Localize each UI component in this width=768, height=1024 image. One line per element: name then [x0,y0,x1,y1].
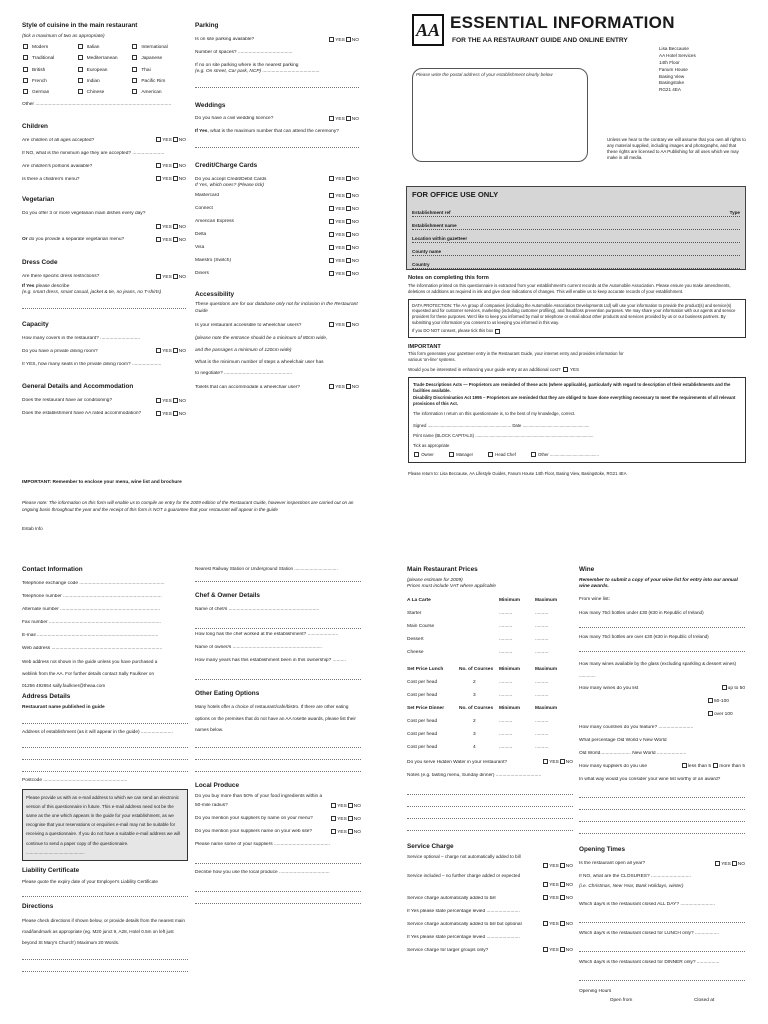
cards-title: Credit/Charge Cards [195,161,258,169]
contact-field[interactable]: Alternate number ........................................................................... [22,606,161,612]
yes-no-checkbox[interactable]: YES NO [330,816,361,823]
wine-q8: In what way would you consider your wine list worthy of an award? [579,776,721,782]
open-q5[interactable]: Which day/s is the restaurant closed for DINNER only? ................. [579,959,720,965]
vegetarian-title: Vegetarian [22,196,55,204]
contact-title: Contact Information [22,566,83,573]
cards-q1b: If Yes, which ones? (Please tick) [195,183,264,189]
weddings-q2: If Yes, what is the maximum number that can attend the ceremony? [195,129,339,135]
yes-no-checkbox[interactable]: YES NO [155,224,186,231]
access-q1: Is your restaurant accessible to wheelchair users? [195,322,302,328]
cuisine-option[interactable]: American [131,89,186,96]
yes-no-checkbox[interactable]: YES NO [330,829,361,836]
yes-no-checkbox[interactable]: YES NO [328,219,359,226]
children-title: Children [22,122,48,130]
yes-no-checkbox[interactable]: YES NO [328,37,359,44]
office-title: FOR OFFICE USE ONLY [412,190,499,199]
dress-answer-line[interactable] [22,297,186,309]
alacarte-row[interactable]: Starter .......... .......... [407,610,549,616]
capacity-q2: Do you have a private dining room? [22,348,98,354]
lunch-header: Set Price Lunch No. of Courses Minimum Maximum [407,666,558,672]
access-sub: These questions are for our database only not for inclusion in the Restaurant Guide [195,302,358,314]
restaurant-name-label: Restaurant name published in guide [22,705,105,711]
address-line[interactable] [22,748,188,760]
capacity-q3[interactable]: If YES, how many seats in the private dining room? ...................... [22,361,162,367]
yes-no-checkbox[interactable]: YES NO [542,882,573,889]
important-title: IMPORTANT [408,343,441,350]
role-option[interactable]: Manager [448,452,473,458]
important-enclose: IMPORTANT: Remember to enclose your menu, wine list and brochure [22,480,182,485]
local-q1b: 50-mile radius? [195,803,228,809]
suppliers-line[interactable] [195,852,361,864]
opening-hours-label: Opening Hours [579,988,612,994]
owner-names[interactable]: Name of owner/s ................................................................... [195,645,322,651]
access-title: Accessibility [195,290,235,298]
cuisine-option[interactable]: Traditional [22,55,77,62]
contact-field[interactable]: E-mail ........................................................................................... [22,632,159,638]
contact-line: 14th Floor [659,59,680,65]
open-q1: Is the restaurant open all year? [579,861,646,867]
wine-q5[interactable]: How many countries do you feature? .......................... [579,724,694,730]
access-note1: (please note the entrance should be a minimum of 80cm wide, [195,336,328,342]
wine-q3[interactable]: How many wines available by the glass (excluding sparkling & dessert wines) ............. [579,661,737,679]
data-protection-box [408,299,746,338]
important-body: This form generates your gazetteer entry in the Restaurant Guide, your internet entry and provides information for various 'on-line' systems. [408,351,624,363]
wine-option-2[interactable]: 50-100 [707,698,745,705]
produce-line[interactable] [195,892,361,904]
col-bottom-wine [579,566,745,1005]
open-line[interactable] [579,940,745,952]
yes-no-checkbox[interactable]: YES NO [542,895,573,902]
yes-no-checkbox[interactable]: YES NO [328,245,359,252]
general-title: General Details and Accommodation [22,383,134,391]
notes-body: The information printed on this questionnaire is extracted from your establishment's current records at the Automobile Association. Please ensure you make amendments, deletions or additions as required in ink and give clear indications of changes. This will enable us to keep accurate records of your establishment. [408,282,731,294]
open-q2[interactable]: If NO, what are the CLOSURES? .............................. [579,874,691,880]
notes-line[interactable] [407,807,573,819]
email-note-box[interactable]: Please provide us with an e-mail address to which we can send an electronic version of this questionnaire in future. This e-mail address need not be the same as the one which appears in the guide for your establishment, as we recognise that your reservations or enquiries e-mail may not be suitable for receiving a questionnaire. If you do not have a suitable e-mail address we will continue to send a paper copy of the questionnaire. ............................................... [22,789,188,862]
access-q3: Toilets that can accommodate a wheelchair user? [195,384,301,390]
weddings-answer-line[interactable] [195,136,359,148]
cuisine-option[interactable]: Japanese [131,55,186,62]
contact-field[interactable]: Fax number .................................................................................... [22,619,161,625]
role-option[interactable]: Other ......................................... [530,452,599,458]
cuisine-subtitle: (tick a maximum of two as appropriate) [22,33,105,39]
opening-title: Opening Times [579,846,626,854]
open-line[interactable] [579,969,745,981]
chef-howlong[interactable]: How long has the chef worked at the establishment? ....................... [195,632,339,638]
cuisine-other[interactable]: Other ...................................................................................................... [22,102,172,108]
col-top-middle [195,22,359,394]
local-q2: Do you mention your suppliers by name on your menu? [195,816,313,822]
service-q4[interactable]: If Yes please state percentage levied ......................... [407,908,520,914]
yes-no-checkbox[interactable]: YES NO [330,803,361,810]
contact-field[interactable]: Web address ................................................................................... [22,645,163,651]
wine-q1-line[interactable] [579,616,745,628]
data-protection-optout[interactable]: If you DO NOT consent, please tick this box [412,328,742,334]
wine-award-line[interactable] [579,786,745,798]
wine-award-line[interactable] [579,822,745,834]
signed-line[interactable]: Signed ...................................................................... Date ........................................................ [413,423,590,429]
yes-no-checkbox[interactable]: YES NO [328,206,359,213]
cuisine-option[interactable]: British [22,67,77,74]
general-q2: Does the establishment have AA rated accommodation? [22,411,142,417]
yes-no-checkbox[interactable]: YES NO [328,271,359,278]
estab-info: Estab Info [22,526,43,531]
hours-header: Open from Closed at [609,998,715,1004]
dress-title: Dress Code [22,259,58,267]
contact-field[interactable]: Telephone number .......................................................................... [22,593,162,599]
address-label[interactable]: Address of establishment (as it will appear in the guide) ........................ [22,729,173,735]
hidden-water-q: Do you serve Hidden Water in your restaurant? [407,759,508,765]
role-option[interactable]: Head Chef [487,452,516,458]
yes-no-checkbox[interactable]: YES NO [542,947,573,954]
cuisine-option[interactable]: Thai [131,67,186,74]
dinner-row[interactable]: Cost per head 4 .......... .......... [407,744,549,750]
service-q7: Service charge for larger groups only? [407,947,489,953]
cuisine-options [22,44,186,96]
cuisine-option[interactable]: French [22,78,77,85]
children-q1: Are children of all ages accepted? [22,137,95,143]
parking-q1: Is on site parking available? [195,36,255,42]
ownership-line[interactable] [195,668,361,680]
role-option[interactable]: Owner [413,452,434,458]
local-q5[interactable]: Decribe how you use the local produce ...................................... [195,870,330,876]
card-type: Maestro (Switch) [195,258,231,264]
print-name-line[interactable]: Print name (BLOCK CAPITALS) ................................................................................................... [413,433,594,439]
wine-from: From wine list: [579,596,610,602]
lunch-row[interactable]: Cost per head 3 .......... .......... [407,692,549,698]
local-title: Local Produce [195,781,240,789]
parking-q2[interactable]: Number of spaces? ......................................... [195,49,293,55]
return-address [659,46,696,94]
notes-line[interactable] [407,819,573,831]
address-box[interactable] [412,68,588,162]
directions-text: Please check directions if shown below, or provide details from the nearest main road/landmark as appropriate (eg. M20 junct 9, A28, Hotel 0.5m on left just beyond St Mary's Church') Maximum 20 Words. [22,917,185,945]
wine-q4: How many wines do you list [579,685,639,691]
dinner-header: Set Price Dinner No. of Courses Minimum Maximum [407,705,558,711]
contact-field[interactable]: Telephone exchange code ................................................................ [22,580,165,586]
other-eating-text: Many hotels offer a choice of restaurant/cafe/bistro. If there are other eating options on the premises that do not have an AA rosette awards, please list their names below. [195,704,356,733]
weddings-q1: Do you have a civil wedding licence? [195,116,274,122]
wine-award-line[interactable] [579,810,745,822]
col-bottom-left [22,566,188,972]
supplier-options[interactable]: less than 5 more than 5 [681,763,745,770]
notes-section [408,275,746,477]
cuisine-option[interactable]: German [22,89,77,96]
weddings-title: Weddings [195,101,226,109]
children-q2[interactable]: If NO, what is the minimum age they are accepted? ........................ [22,150,165,156]
yes-no-checkbox[interactable]: YES NO [328,193,359,200]
access-q2b[interactable]: to negotiate? ................................................... [195,370,293,376]
open-q2-hint: (i.e. Christmas, New Year, Bank Holidays, winter) [579,883,684,889]
yes-no-checkbox[interactable]: YES NO [542,759,573,766]
parking-answer-line[interactable] [195,76,359,88]
wine-remember: Remember to submit a copy of your wine list for entry into our annual wine awards. [579,577,738,590]
cuisine-option[interactable]: European [77,67,132,74]
contact-line: Basingstoke [659,80,685,86]
wine-q2: How many 75cl bottles are over £30 (€30 in Republic of Ireland) [579,634,709,640]
yes-no-checkbox[interactable]: YES NO [155,137,186,144]
address-title: Address Details [22,693,71,701]
trade-descriptions-box [408,377,746,463]
wine-q7: How many suppliers do you use [579,763,647,769]
parking-q3: If no on site parking where is the nearest parking [195,62,299,68]
general-q1: Does the restaurant have air conditioning? [22,398,113,404]
card-type: Visa [195,245,205,251]
contact-line: Lisa Beccause [659,46,689,51]
prices-sub2: Prices must include VAT where applicable [407,584,496,590]
other-eating-title: Other Eating Options [195,689,260,697]
produce-line[interactable] [195,880,361,892]
liability-line[interactable] [22,885,188,897]
postcode-line[interactable]: Postcode ............................................................... [22,778,128,784]
contact-line: Fanum House [659,66,688,72]
col-bottom-middle [195,566,361,904]
yes-no-checkbox[interactable]: YES NO [155,411,186,418]
return-note: Please return to: Lisa Beccause, AA Lifestyle Guides, Fanum House 14th Floor, Basing View, Basingstoke, RG21 4EA [408,471,627,477]
service-title: Service Charge [407,842,454,850]
alacarte-header: A La Carte Minimum Maximum [407,597,558,603]
cuisine-option[interactable]: International [131,44,186,51]
yes-no-checkbox[interactable]: YES NO [328,116,359,123]
wine-option-3[interactable]: over 100 [707,711,745,718]
cuisine-option[interactable]: Italian [77,44,132,51]
vegetarian-q2: Or do you provide a separate vegetarian menu? [22,237,125,243]
page-title: ESSENTIAL INFORMATION [450,13,675,32]
service-q3: Service charge automatically added to bill [407,895,496,901]
yes-no-checkbox[interactable]: YES NO [155,274,186,281]
td-text-2: Disability Discrimination Act 1995 – Proprietors are reminded that they are obliged to have done everything necessary to meet the requirements of all relevant provisions of this Act. [413,394,736,406]
yes-no-checkbox[interactable]: YES NO [542,921,573,928]
open-line[interactable] [579,911,745,923]
yes-no-checkbox[interactable]: YES NO [328,384,359,391]
cards-q1: Do you accept Credit/Debit Cards [195,176,267,182]
directions-title: Directions [22,902,54,910]
open-q3[interactable]: Which day/s is the restaurant closed ALL DAY? .......................... [579,901,715,907]
contact-line: Basing View [659,73,685,79]
cuisine-option[interactable]: Chinese [77,89,132,96]
railway-line[interactable]: Nearest Railway Station or Underground Station .................................. [195,566,338,571]
dress-q2: If Yes please describe [22,283,70,289]
prices-title: Main Restaurant Prices [407,566,478,573]
card-type: American Express [195,219,234,225]
yes-no-checkbox[interactable]: YES NO [328,258,359,265]
restaurant-name-line[interactable] [22,712,188,724]
yes-no-checkbox[interactable]: YES NO [328,322,359,329]
service-q6[interactable]: If Yes please state percentage levied ......................... [407,934,520,940]
card-type: Mastercard [195,193,219,199]
wine-award-line[interactable] [579,798,745,810]
service-q5: Service charge automatically added to bill but optional [407,921,522,927]
office-row: Establishment ref Type [412,204,740,217]
td-text-1: Trade Descriptions Acts — Proprietors are reminded of these acts (where applicable), particularly with regard to description of their establishments and the facilities available. [413,382,731,394]
data-protection-text: DATA PROTECTION: The AA group of companies (including the Automobile Association Developments Ltd) will use your information to provide the product(s) and service(s) requested and for customer services, marketing (including customer profiling), and fraud/loss prevention purposes. We may share your information with our agents and service providers for these purposes. We'd like to keep you informed by mail or telephone or email about other products and services provided by us or our business partners. By submitting your information you consent to us keeping you informed in this way. [412,302,736,325]
web-note: Web address not shown in the guide unless you have purchased a weblink from the AA. For further details contact Sally Faulkner on 01256 492654 sally.faulkner@theaa.com [22,658,158,688]
notes-title: Notes on completing this form [408,275,489,281]
local-q3: Do you mention your suppliers name on your web site? [195,829,313,835]
yes-no-checkbox[interactable]: YES NO [155,237,186,244]
contact-line: RG21 4EA [659,87,681,93]
directions-line[interactable] [22,960,188,972]
alacarte-row[interactable]: Cheese .......... .......... [407,649,549,655]
capacity-title: Capacity [22,320,49,328]
access-q2: What is the minimum number of steps a wheelchair user has [195,360,324,366]
access-note2: and the passages a minimum of 120cm wide) [195,347,292,353]
directions-line[interactable] [22,948,188,960]
vegetarian-q1: Do you offer 3 or more vegetarian main dishes every day? [22,211,146,217]
aa-logo: AA [412,14,444,46]
railway-answer[interactable] [195,572,361,582]
address-line[interactable] [22,760,188,772]
parking-title: Parking [195,22,219,29]
card-type: Diners [195,271,209,277]
general-note: Please note: The information on this form will enable us to compile an entry for the 2009 edition of the Restaurant Guide, however inspections are carried out on an ongoing basis throughout the year and the receipt of this form is NOT a guarantee that your restaurant will appear in the guide [22,500,354,512]
open-q4[interactable]: Which day/s is the restaurant closed for LUNCH only? .................. [579,930,719,936]
alacarte-row[interactable]: Main Course .......... .......... [407,623,549,629]
hidden-water-notes[interactable]: Notes (e.g. tasting menu, Sunday dinner) .................................. [407,772,542,778]
chef-names-line[interactable] [195,617,361,629]
enhance-question[interactable]: Would you be interested in enhancing your guide entry at an additional cost? YES [408,367,579,373]
rights-note: Unless we hear to the contrary we will assume that you own all rights to any material supplied, including images and photographs, and that these rights are licensed to AA Publishing for all uses which we may make in all media. [607,137,746,161]
cards-list [195,190,359,281]
alacarte-row[interactable]: Dessert .......... .......... [407,636,549,642]
yes-no-checkbox[interactable]: YES NO [714,861,745,868]
local-q1: Do you buy more than 50% of your food ingredients within a [195,793,323,799]
card-type: Delta [195,232,207,238]
td-text-3: The information I return on this questionnaire is, to the best of my knowledge, correct. [413,411,576,417]
dinner-row[interactable]: Cost per head 2 .......... .......... [407,718,549,724]
yes-no-checkbox[interactable]: YES NO [328,232,359,239]
chef-names[interactable]: Name of chef/s .................................................................... [195,607,320,613]
address-line[interactable] [22,736,188,748]
wine-q6b[interactable]: Old World....................... New World ...................... [579,750,687,756]
office-use-box [406,186,746,270]
yes-no-checkbox[interactable]: YES NO [155,398,186,405]
ownership-years[interactable]: How many years has this establishment been in this ownership? .......... [195,658,346,664]
dinner-row[interactable]: Cost per head 3 .......... .......... [407,731,549,737]
price-table [407,595,573,755]
role-options [413,452,741,458]
wine-q1: How many 75cl bottles under £30 (€30 in Republic of Ireland) [579,610,704,616]
yes-no-checkbox[interactable]: YES NO [542,863,573,870]
cuisine-option[interactable]: Modern [22,44,77,51]
other-eating-line[interactable] [195,748,361,760]
lunch-row[interactable]: Cost per head 2 .......... .......... [407,679,549,685]
capacity-q1[interactable]: How many covers in the restaurant? .............................. [22,335,141,341]
yes-no-checkbox[interactable]: YES NO [155,163,186,170]
wine-option-1[interactable]: up to 50 [721,685,745,692]
local-q4[interactable]: Please name some of your suppliers .......................................... [195,842,330,848]
service-q1: Service optional – charge not automatically added to bill [407,854,521,860]
cuisine-option[interactable]: Mediterranean [77,55,132,62]
prices-sub1: (please estimate for 2009) [407,577,463,583]
office-row: Establishment name [412,217,740,230]
wine-q2-line[interactable] [579,640,745,652]
yes-no-checkbox[interactable]: YES NO [155,176,186,183]
office-row: County name [412,243,740,256]
cuisine-option[interactable]: Pacific Rim [131,78,186,85]
cuisine-title: Style of cuisine in the main restaurant [22,22,138,29]
children-q3: Are children's portions available? [22,163,93,169]
yes-no-checkbox[interactable]: YES NO [328,176,359,183]
col-top-left [22,22,186,421]
office-row: Location within gazetteer [412,230,740,243]
col-bottom-prices [407,566,573,958]
yes-no-checkbox[interactable]: YES NO [155,348,186,355]
page-subtitle: FOR THE AA RESTAURANT GUIDE AND ONLINE ENTRY [452,37,628,44]
liability-text: Please quote the expiry date of your Employer's Liability Certificate [22,878,158,884]
chef-title: Chef & Owner Details [195,592,260,600]
notes-line[interactable] [407,783,573,795]
wine-q6: What percentage Old World v New World [579,737,667,743]
cuisine-option[interactable]: Indian [77,78,132,85]
dress-q1: Are there specific dress restrictions? [22,273,100,279]
service-q2: Service included – no further charge added or expected [407,873,521,879]
contact-line: AA Hotel Services [659,52,696,58]
office-type: Type [729,210,740,216]
tick-label: Tick as appropriate [413,442,450,448]
address-hint: Please write the postal address of your establishment clearly below [416,72,553,77]
office-row: Country [412,256,740,269]
children-q4: Is there a children's menu? [22,176,80,182]
card-type: Connect [195,206,213,212]
wine-title: Wine [579,566,595,573]
other-eating-line[interactable] [195,760,361,772]
liability-title: Liability Certificate [22,867,80,875]
notes-line[interactable] [407,795,573,807]
dress-q2-hint: (e.g. smart dress, smart casual, jacket & tie, no jeans, no T-shirts) [22,290,162,296]
other-eating-line[interactable] [195,736,361,748]
parking-q3b[interactable]: (e.g. On street, Car park, NCP) ........................................... [195,69,320,75]
